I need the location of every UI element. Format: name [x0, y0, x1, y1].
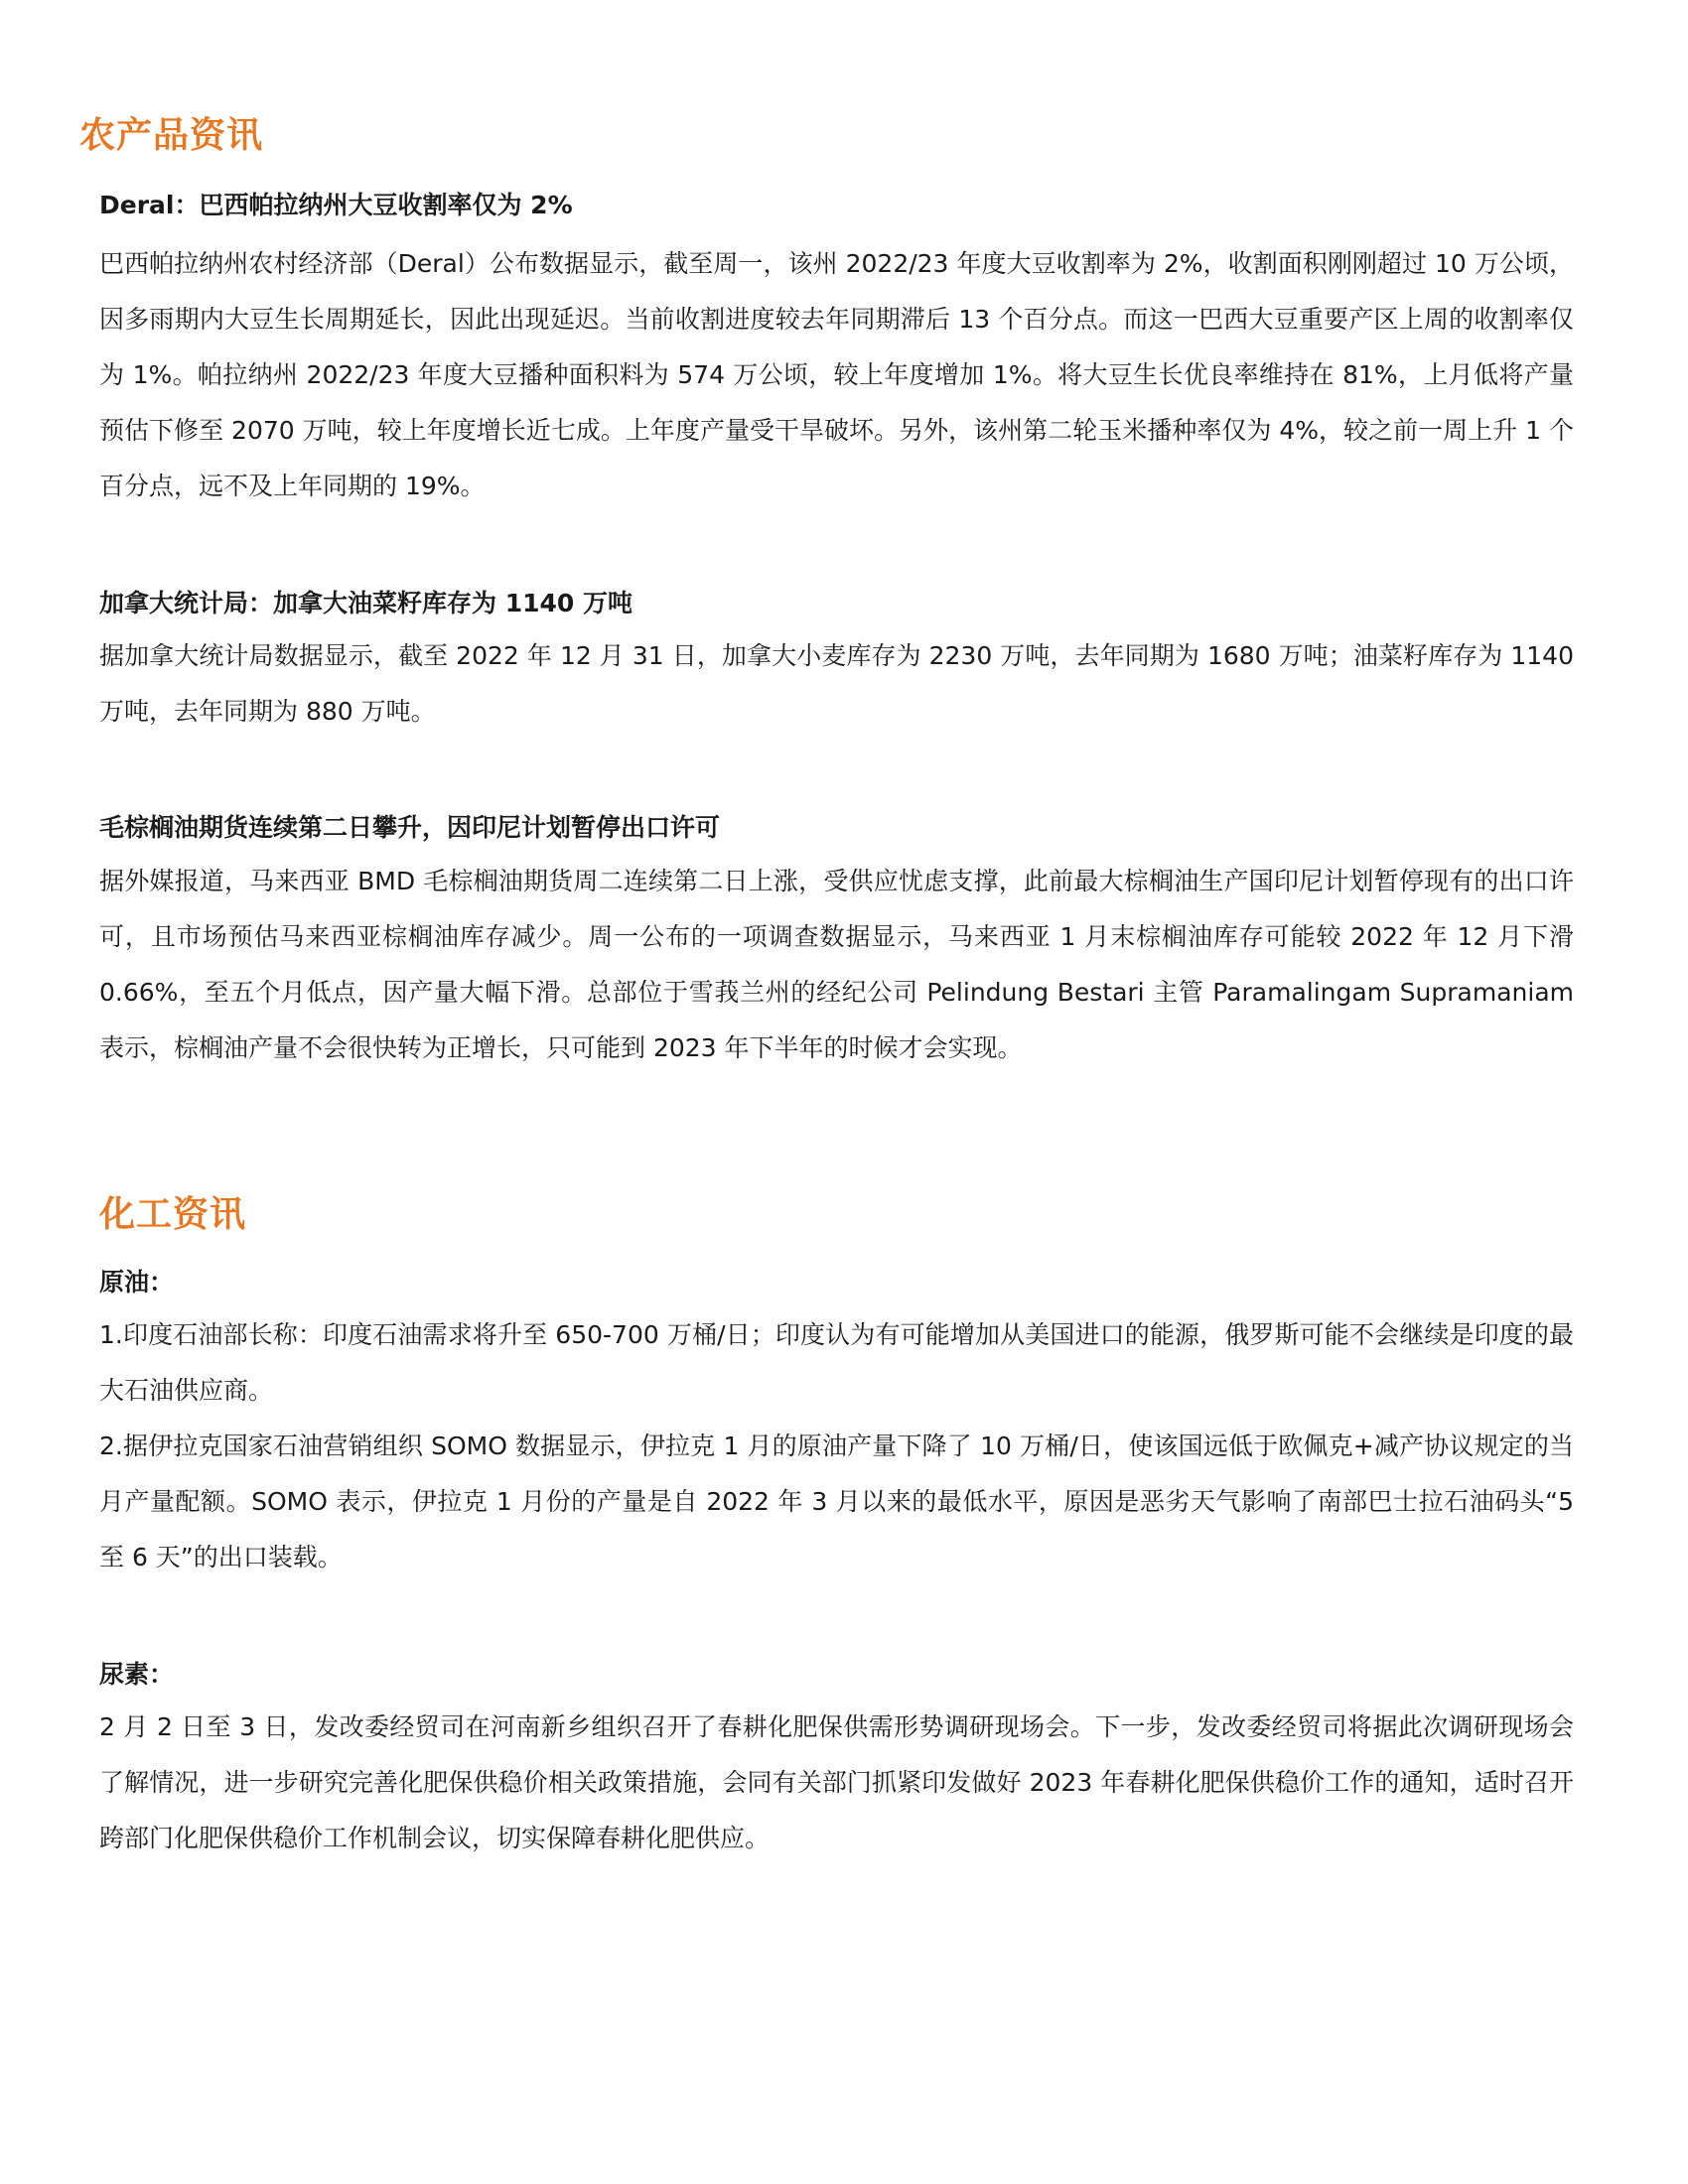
- article-body-statcan: 据加拿大统计局数据显示，截至 2022 年 12 月 31 日，加拿大小麦库存为 2230 万吨，去年同期为 1680 万吨；油菜籽库存为 1140 万吨，去年同期为 880 万吨。: [99, 641, 1574, 726]
- section-title-chem: 化工资讯: [99, 1194, 247, 1235]
- article-body-urea: 2 月 2 日至 3 日，发改委经贸司在河南新乡组织召开了春耕化肥保供需形势调研现场会。下一步，发改委经贸司将据此次调研现场会了解情况，进一步研究完善化肥保供稳价相关政策措施，会同有关部门抓紧印发做好 2023 年春耕化肥保供稳价工作的通知，适时召开跨部门化肥保供稳价工作机制会议，切实保障春耕化肥供应。: [99, 1712, 1574, 1852]
- article-title-statcan: 加拿大统计局：加拿大油菜籽库存为 1140 万吨: [99, 589, 633, 617]
- article-title-crude: 原油：: [99, 1268, 175, 1297]
- article-title-urea: 尿素：: [99, 1660, 175, 1689]
- crude-item-1: 1.印度石油部长称：印度石油需求将升至 650-700 万桶/日；印度认为有可能增加从美国进口的能源，俄罗斯可能不会继续是印度的最大石油供应商。: [99, 1320, 1574, 1405]
- article-title-deral: Deral：巴西帕拉纳州大豆收割率仅为 2%: [99, 191, 573, 219]
- section-title-agri: 农产品资讯: [79, 115, 264, 156]
- article-title-palm-oil: 毛棕榈油期货连续第二日攀升，因印尼计划暂停出口许可: [99, 813, 721, 842]
- crude-item-2: 2.据伊拉克国家石油营销组织 SOMO 数据显示，伊拉克 1 月的原油产量下降了 10 万桶/日，使该国远低于欧佩克+减产协议规定的当月产量配额。SOMO 表示，伊拉克 1 月份的产量是自 2022 年 3 月以来的最低水平，原因是恶劣天气影响了南部巴士拉石油码头“5 至 6 天”的出口装载。: [99, 1432, 1574, 1571]
- article-body-palm-oil: 据外媒报道，马来西亚 BMD 毛棕榈油期货周二连续第二日上涨，受供应忧虑支撑，此前最大棕榈油生产国印尼计划暂停现有的出口许可，且市场预估马来西亚棕榈油库存减少。周一公布的一项调查数据显示，马来西亚 1 月末棕榈油库存可能较 2022 年 12 月下滑 0.66%，至五个月低点，因产量大幅下滑。总部位于雪莪兰州的经纪公司 Pelindung Bestari 主管 Paramalingam Supramaniam 表示，棕榈油产量不会很快转为正增长，只可能到 2023 年下半年的时候才会实现。: [99, 867, 1574, 1062]
- article-body-deral: 巴西帕拉纳州农村经济部（Deral）公布数据显示，截至周一，该州 2022/23 年度大豆收割率为 2%，收割面积刚刚超过 10 万公顷，因多雨期内大豆生长周期延长，因此出现延迟。当前收割进度较去年同期滞后 13 个百分点。而这一巴西大豆重要产区上周的收割率仅为 1%。帕拉纳州 2022/23 年度大豆播种面积料为 574 万公顷，较上年度增加 1%。将大豆生长优良率维持在 81%，上月低将产量预估下修至 2070 万吨，较上年度增长近七成。上年度产量受干旱破坏。另外，该州第二轮玉米播种率仅为 4%，较之前一周上升 1 个百分点，远不及上年同期的 19%。: [99, 249, 1574, 500]
